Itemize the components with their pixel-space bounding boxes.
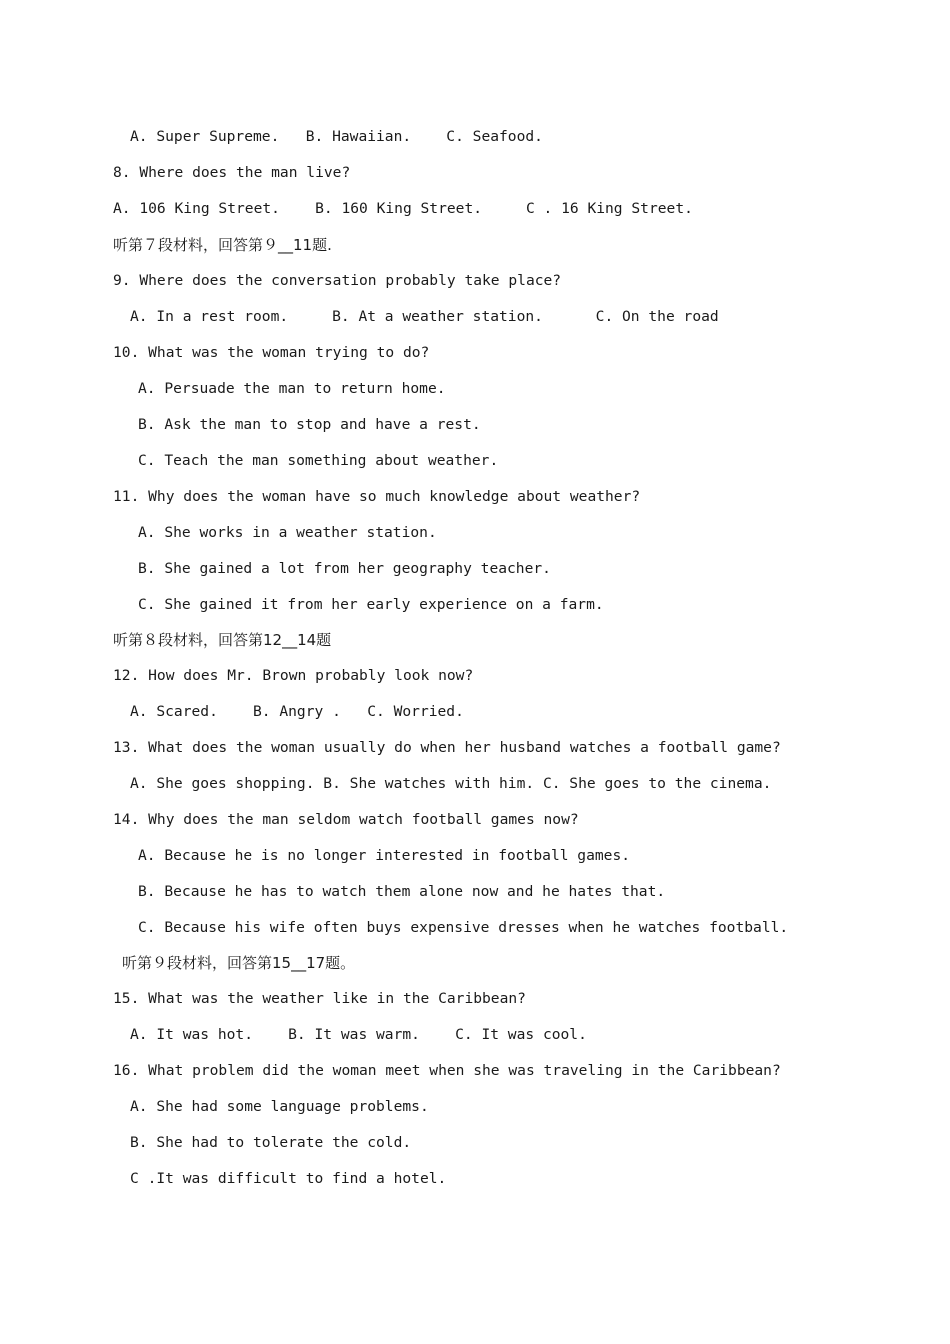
q16-option-b: B. She had to tolerate the cold. <box>130 1134 412 1151</box>
q13-options: A. She goes shopping. B. She watches with him. C. She goes to the cinema. <box>130 775 772 792</box>
q10-option-c: C. Teach the man something about weather. <box>138 452 499 469</box>
q14-option-c: C. Because his wife often buys expensive dresses when he watches football. <box>138 919 789 936</box>
q11-option-b: B. She gained a lot from her geography teacher. <box>138 560 551 577</box>
q15-options: A. It was hot. B. It was warm. C. It was cool. <box>130 1026 587 1043</box>
section-7-heading: 听第７段材料，回答第９__11题. <box>113 236 332 254</box>
q8-question: 8. Where does the man live? <box>113 164 351 181</box>
q14-option-b: B. Because he has to watch them alone now and he hates that. <box>138 883 666 900</box>
q7-options: A. Super Supreme. B. Hawaiian. C. Seafood. <box>130 128 543 145</box>
q10-option-b: B. Ask the man to stop and have a rest. <box>138 416 481 433</box>
q12-options: A. Scared. B. Angry . C. Worried. <box>130 703 464 720</box>
q16-question: 16. What problem did the woman meet when she was traveling in the Caribbean? <box>113 1062 781 1079</box>
q11-option-c: C. She gained it from her early experience on a farm. <box>138 596 604 613</box>
q16-option-c: C .It was difficult to find a hotel. <box>130 1170 447 1187</box>
q9-question: 9. Where does the conversation probably take place? <box>113 272 562 289</box>
q10-option-a: A. Persuade the man to return home. <box>138 380 446 397</box>
q8-options: A. 106 King Street. B. 160 King Street. C . 16 King Street. <box>113 200 693 217</box>
q16-option-a: A. She had some language problems. <box>130 1098 429 1115</box>
q11-question: 11. Why does the woman have so much knowledge about weather? <box>113 488 641 505</box>
q14-option-a: A. Because he is no longer interested in football games. <box>138 847 631 864</box>
section-9-heading: 听第９段材料，回答第15__17题。 <box>122 954 356 972</box>
q12-question: 12. How does Mr. Brown probably look now? <box>113 667 474 684</box>
q10-question: 10. What was the woman trying to do? <box>113 344 430 361</box>
q14-question: 14. Why does the man seldom watch football games now? <box>113 811 579 828</box>
q15-question: 15. What was the weather like in the Caribbean? <box>113 990 526 1007</box>
q11-option-a: A. She works in a weather station. <box>138 524 437 541</box>
q9-options: A. In a rest room. B. At a weather station. C. On the road <box>130 308 719 325</box>
section-8-heading: 听第８段材料，回答第12__14题 <box>113 631 332 649</box>
q13-question: 13. What does the woman usually do when her husband watches a football game? <box>113 739 781 756</box>
